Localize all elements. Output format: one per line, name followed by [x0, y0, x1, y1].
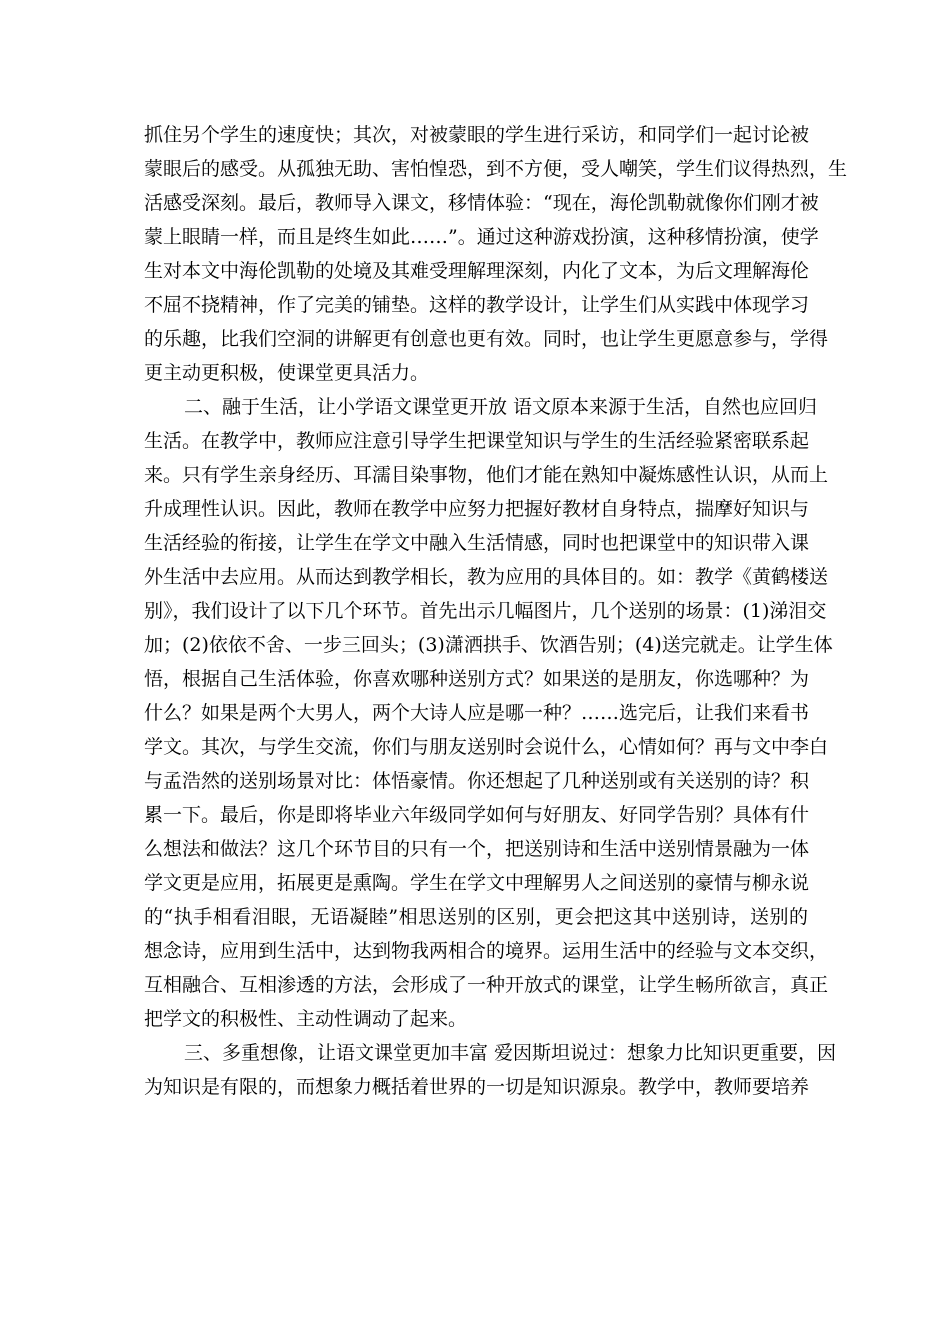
text-line: 累一下。最后，你是即将毕业六年级同学如何与好朋友、好同学告别？具体有什	[144, 804, 810, 826]
text-line: 蒙上眼睛一样，而且是终生如此……”。通过这种游戏扮演，这种移情扮演，使学	[144, 226, 819, 248]
section-heading-line: 二、融于生活，让小学语文课堂更开放 语文原本来源于生活，自然也应回归	[184, 396, 818, 418]
paragraph-1	[144, 118, 848, 390]
document-body	[144, 118, 848, 1104]
text-line: 与孟浩然的送别场景对比：体悟豪情。你还想起了几种送别或有关送别的诗？积	[144, 770, 810, 792]
text-line: 学文。其次，与学生交流，你们与朋友送别时会说什么，心情如何？再与文中李白	[144, 736, 829, 758]
paragraph-3	[144, 1036, 837, 1104]
text-line: 更主动更积极，使课堂更具活力。	[144, 362, 430, 384]
text-line: 悟，根据自己生活体验，你喜欢哪种送别方式？如果送的是朋友，你选哪种？为	[144, 668, 810, 690]
text-line: 的乐趣，比我们空洞的讲解更有创意也更有效。同时，也让学生更愿意参与，学得	[144, 328, 829, 350]
text-line: 么想法和做法？这几个环节目的只有一个，把送别诗和生活中送别情景融为一体	[144, 838, 810, 860]
text-line: 加；(2)依依不舍、一步三回头；(3)潇洒拱手、饮酒告别；(4)送完就走。让学生体	[144, 634, 833, 656]
section-heading-line: 三、多重想像，让语文课堂更加丰富 爱因斯坦说过：想象力比知识更重要，因	[184, 1042, 837, 1064]
text-line: 升成理性认识。因此，教师在教学中应努力把握好教材自身特点，揣摩好知识与	[144, 498, 810, 520]
text-line: 不屈不挠精神，作了完美的铺垫。这样的教学设计，让学生们从实践中体现学习	[144, 294, 810, 316]
text-line: 什么？如果是两个大男人，两个大诗人应是哪一种？……选完后，让我们来看书	[144, 702, 810, 724]
text-line: 想念诗，应用到生活中，达到物我两相合的境界。运用生活中的经验与文本交织，	[144, 940, 829, 962]
text-line: 来。只有学生亲身经历、耳濡目染事物，他们才能在熟知中凝炼感性认识，从而上	[144, 464, 829, 486]
text-line: 互相融合、互相渗透的方法，会形成了一种开放式的课堂，让学生畅所欲言，真正	[144, 974, 829, 996]
paragraph-2	[144, 390, 833, 1036]
text-line: 活感受深刻。最后，教师导入课文，移情体验：“现在，海伦凯勒就像你们刚才被	[144, 192, 819, 214]
text-line: 生活。在教学中，教师应注意引导学生把课堂知识与学生的生活经验紧密联系起	[144, 430, 810, 452]
text-line: 把学文的积极性、主动性调动了起来。	[144, 1008, 468, 1030]
text-line: 蒙眼后的感受。从孤独无助、害怕惶恐，到不方便，受人嘲笑，学生们议得热烈，生	[144, 158, 848, 180]
text-line: 为知识是有限的，而想象力概括着世界的一切是知识源泉。教学中，教师要培养	[144, 1076, 810, 1098]
text-line: 生活经验的衔接，让学生在学文中融入生活情感，同时也把课堂中的知识带入课	[144, 532, 810, 554]
text-line: 别》，我们设计了以下几个环节。首先出示几幅图片，几个送别的场景：(1)涕泪交	[144, 600, 827, 622]
text-line: 外生活中去应用。从而达到教学相长，教为应用的具体目的。如：教学《黄鹤楼送	[144, 566, 829, 588]
text-line: 生对本文中海伦凯勒的处境及其难受理解理深刻，内化了文本，为后文理解海伦	[144, 260, 810, 282]
text-line: 抓住另个学生的速度快；其次，对被蒙眼的学生进行采访，和同学们一起讨论被	[144, 124, 810, 146]
text-line: 的“执手相看泪眼，无语凝睦”相思送别的区别，更会把这其中送别诗，送别的	[144, 906, 808, 928]
text-line: 学文更是应用，拓展更是熏陶。学生在学文中理解男人之间送别的豪情与柳永说	[144, 872, 810, 894]
